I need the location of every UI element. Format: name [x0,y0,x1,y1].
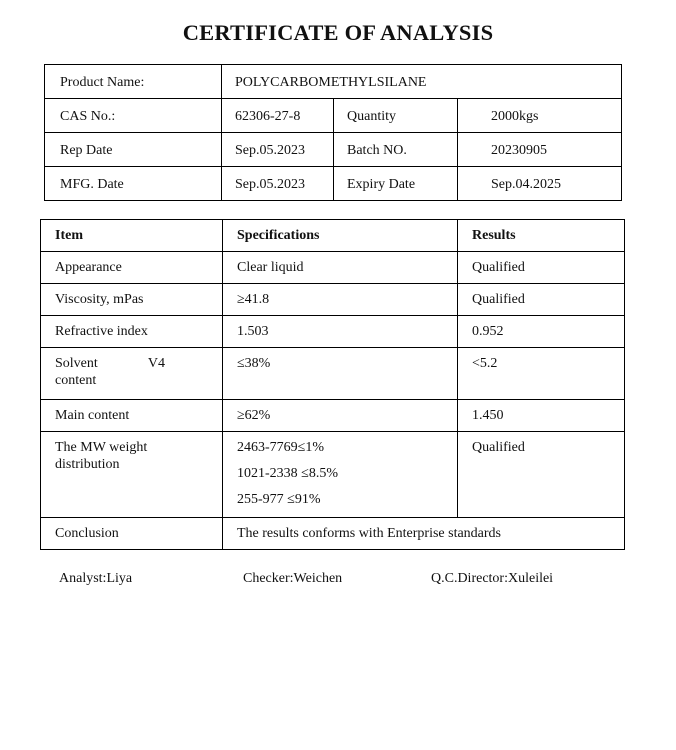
spec-line: 255-977 ≤91% [237,492,321,507]
item-cell [41,348,223,400]
header-specifications: Specifications [223,220,458,252]
result-cell: Qualified [458,252,625,284]
document-title: CERTIFICATE OF ANALYSIS [182,20,494,45]
rep-date-label: Rep Date [45,133,222,167]
spec-cell: ≥62% [223,400,458,432]
results-header-row [41,220,625,252]
qc-director-signature: Q.C.Director:Xuleilei [431,571,554,586]
item-cell: Viscosity, mPas [41,284,223,316]
quantity-label: Quantity [334,99,458,133]
spec-cell: 1.503 [223,316,458,348]
item-cell: Refractive index [41,316,223,348]
table-row [41,432,625,518]
table-row [41,316,625,348]
item-text: content [55,373,97,388]
spec-line: 1021-2338 ≤8.5% [237,466,339,481]
quantity-value: 2000kgs [458,99,622,133]
info-row-mfg [45,167,622,201]
item-cell [41,432,223,518]
header-item: Item [41,220,223,252]
spec-cell: Clear liquid [223,252,458,284]
spec-cell: ≥41.8 [223,284,458,316]
table-row [41,348,625,400]
result-cell: 1.450 [458,400,625,432]
info-row-rep-date [45,133,622,167]
analyst-signature: Analyst:Liya [59,571,133,586]
result-cell: <5.2 [458,348,625,400]
product-name-label: Product Name: [45,65,222,99]
header-results: Results [458,220,625,252]
item-text: V4 [147,356,165,371]
batch-label: Batch NO. [334,133,458,167]
result-cell: 0.952 [458,316,625,348]
item-cell: Appearance [41,252,223,284]
analysis-results-table [40,219,625,550]
spec-cell: ≤38% [223,348,458,400]
spec-line: 2463-7769≤1% [237,440,325,455]
item-text: Solvent [55,356,98,371]
cas-label: CAS No.: [45,99,222,133]
checker-signature: Checker:Weichen [243,571,343,586]
result-cell: Qualified [458,284,625,316]
table-row [41,252,625,284]
conclusion-row [41,518,625,550]
mfg-date-label: MFG. Date [45,167,222,201]
info-row-product [45,65,622,99]
conclusion-text: The results conforms with Enterprise standards [223,518,625,550]
batch-value: 20230905 [458,133,622,167]
table-row [41,284,625,316]
table-row [41,400,625,432]
product-name-value: POLYCARBOMETHYLSILANE [222,65,622,99]
spec-cell [223,432,458,518]
product-info-table [44,64,622,201]
mfg-date-value: Sep.05.2023 [222,167,334,201]
conclusion-label: Conclusion [41,518,223,550]
result-cell: Qualified [458,432,625,518]
expiry-date-value: Sep.04.2025 [458,167,622,201]
info-row-cas [45,99,622,133]
solvent-label-line [55,355,165,372]
item-text: distribution [55,457,120,472]
cas-value: 62306-27-8 [222,99,334,133]
item-cell: Main content [41,400,223,432]
item-text: The MW weight [55,440,148,455]
rep-date-value: Sep.05.2023 [222,133,334,167]
expiry-date-label: Expiry Date [334,167,458,201]
